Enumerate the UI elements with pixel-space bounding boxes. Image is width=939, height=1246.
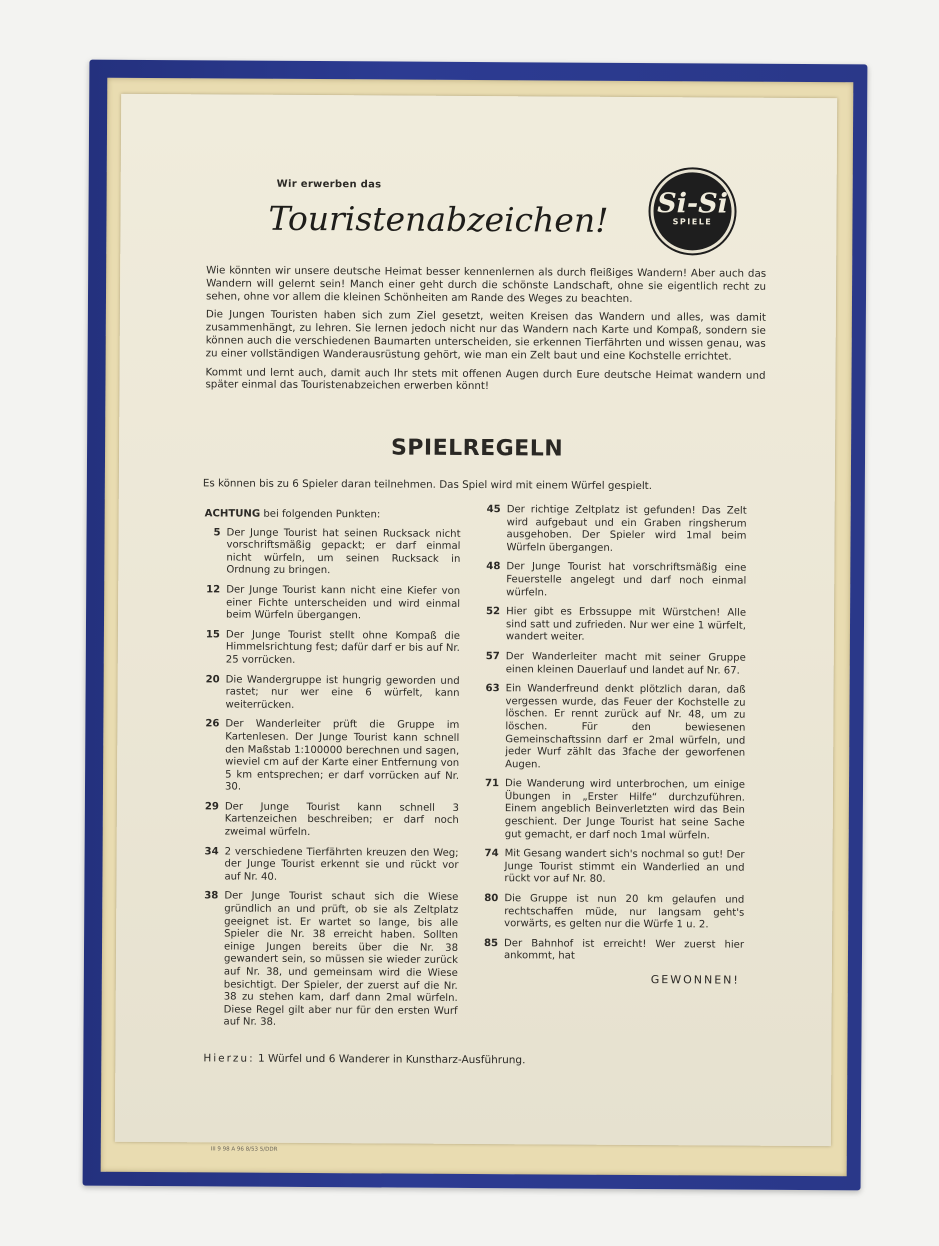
- rule-item: [203, 674, 459, 713]
- rule-number: 71: [484, 778, 500, 790]
- rule-text: Der Bahnhof ist erreicht! Wer zuerst hier ankommt, hat: [503, 937, 745, 963]
- header-title: Touristenabzeichen!: [268, 198, 609, 240]
- sisi-logo: [650, 169, 735, 254]
- rules-sheet: [115, 94, 837, 1153]
- rules-column-right: [482, 504, 747, 987]
- rule-text: Ein Wanderfreund denkt plötzlich daran, daß vergessen wurde, das Feuer der Kochstelle zu löschen. Er rennt zurück auf Nr. 48, um zu löschen. Für den bewiesenen Gemeinschaftssinn darf er 2mal würfeln, und jeder Wurf zählt das 3fache der geworfenen Augen.: [505, 683, 746, 771]
- rule-item: [202, 891, 459, 1031]
- rule-text: Der Junge Tourist hat seinen Rucksack nicht vorschriftsmäßig gepackt; er darf einmal nicht würfeln, um seinen Rucksack in Ordnung zu bringen.: [226, 527, 461, 577]
- rule-number: 85: [483, 937, 499, 949]
- rule-item: [203, 719, 459, 796]
- rule-text: Der Junge Tourist kann nicht eine Kiefer von einer Fichte unterscheiden und wird einmal beim Würfeln übergangen.: [226, 584, 461, 622]
- rule-item: [483, 683, 746, 773]
- rule-text: Der richtige Zeltplatz ist gefunden! Das Zelt wird aufgebaut und ein Graben ringsherum ausgehoben. Der Spieler wird 1mal beim Würfeln übergangen.: [506, 504, 747, 554]
- rule-number: 34: [204, 846, 219, 858]
- rule-text: Der Junge Tourist hat vorschriftsmäßig eine Feuerstelle angelegt und darf noch einmal würfeln.: [506, 561, 747, 599]
- game-box-lid: [83, 60, 868, 1191]
- logo-subtext: SPIELE: [672, 217, 713, 227]
- rule-text: 2 verschiedene Tierfährten kreuzen den Weg; der Junge Tourist erkennt sie und rückt vor auf Nr. 40.: [224, 846, 459, 883]
- rule-number: 29: [204, 801, 219, 813]
- rule-item: [482, 938, 744, 965]
- won-text: GEWONNEN!: [650, 973, 740, 987]
- rule-text: Der Wanderleiter prüft die Gruppe im Kartenlesen. Der Junge Tourist kann schnell den Maßstab 1:100000 berechnen und sagen, wieviel cm auf der Karte einer Entfernung von 5 km entsprechen; er darf vorrücken auf Nr. 30.: [224, 718, 460, 793]
- rule-number: 5: [213, 526, 221, 539]
- rule-number: 63: [485, 683, 500, 695]
- rule-item: [204, 527, 460, 579]
- footer-text: 1 Würfel und 6 Wanderer in Kunstharz-Ausführung.: [257, 1052, 526, 1067]
- rule-item: [484, 504, 746, 556]
- rule-number: 57: [485, 651, 500, 663]
- achtung-line: [205, 508, 461, 522]
- rule-item: [204, 584, 460, 623]
- rule-item: [482, 848, 744, 887]
- print-code: III 9 98 A 96 8/53 5/DDR: [210, 1146, 278, 1153]
- rule-text: Die Gruppe ist nun 20 km gelaufen und rechtschaffen müde, nur langsam geht's vorwärts, es gelten nur die Würfe 1 u. 2.: [504, 893, 745, 931]
- rule-text: Der Junge Tourist kann schnell 3 Kartenzeichen beschreiben; er darf noch zweimal würfeln.: [224, 801, 459, 839]
- rule-number: 15: [205, 629, 220, 641]
- box-inner-edge: [101, 78, 854, 1177]
- intro-paragraph-3: Kommt und lernt auch, damit auch Ihr stets mit offenen Augen durch Eure deutsche Heimat wandern und später einmal das Touristenabzeichen erwerben könnt!: [205, 365, 766, 393]
- rules-column-left: [201, 508, 460, 1038]
- achtung-text: bei folgenden Punkten:: [263, 508, 381, 521]
- rule-text: Der Junge Tourist schaut sich die Wiese gründlich an und prüft, ob sie als Zeltplatz geeignet ist. Er wartet so lange, bis alle Spieler die Nr. 38 erreicht haben. Sollten einige Jungen bereits über die Nr. 38 gewandert sein, so müssen sie wieder zurück auf Nr. 38, und gemeinsam wird die Wiese besichtigt. Der Spieler, der zuerst auf die Nr. 38 zu stehen kam, darf dann 2mal würfeln. Diese Regel gilt aber nur für den ersten Wurf auf Nr. 38.: [223, 890, 459, 1029]
- achtung-label: ACHTUNG: [204, 508, 261, 520]
- rule-number: 48: [486, 561, 501, 573]
- header-subtitle: Wir erwerben das: [276, 178, 382, 191]
- rule-number: 20: [205, 673, 220, 685]
- rule-text: Hier gibt es Erbssuppe mit Würstchen! Alle sind satt und zufrieden. Nur wer eine 1 würfelt, wandert weiter.: [505, 606, 747, 644]
- rule-item: [202, 846, 458, 885]
- rule-text: Der Junge Tourist stellt ohne Kompaß die Himmelsrichtung fest; dafür darf er bis auf Nr. 25 vorrücken.: [225, 629, 460, 666]
- rule-number: 45: [486, 504, 501, 516]
- rule-number: 52: [486, 606, 501, 618]
- rule-text: Die Wandergruppe ist hungrig geworden und rastet; nur wer eine 6 würfelt, kann weiterrücken.: [225, 674, 460, 711]
- rule-item: [482, 893, 744, 932]
- rule-item: [484, 651, 746, 678]
- rule-item: [483, 778, 745, 843]
- rule-number: 74: [484, 848, 499, 860]
- rule-number: 26: [205, 718, 220, 730]
- rule-text: Der Wanderleiter macht mit seiner Gruppe einen kleinen Dauerlauf und landet auf Nr. 67.: [505, 651, 746, 677]
- footer-label: Hierzu:: [203, 1052, 255, 1065]
- rules-heading: SPIELREGELN: [390, 435, 564, 462]
- intro-text: [205, 264, 766, 401]
- intro-paragraph-2: Die Jungen Touristen haben sich zum Ziel gesetzt, weiten Kreisen das Wandern und alles, was damit zusammenhängt, zu lehren. Sie lernen jedoch nicht nur das Wandern nach Karte und Kompaß, sondern sie können auch die verschiedenen Baumarten unterscheiden, sie erkennen Tierfährten und wissen genau, was zu einer vollständigen Wanderausrüstung gehört, wie man ein Zelt baut und eine Kochstelle errichtet.: [205, 308, 766, 363]
- rule-number: 12: [206, 584, 221, 596]
- intro-paragraph-1: Wie könnten wir unsere deutsche Heimat besser kennenlernen als durch fleißiges Wandern! Aber auch das Wandern will gelernt sein! Manch einer geht durch die schönste Landschaft, ohne sie eigentlich recht zu sehen, ohne vor allem die kleinen Schönheiten am Rande des Weges zu beachten.: [205, 264, 767, 305]
- rule-item: [203, 801, 459, 840]
- rule-number: 80: [484, 893, 499, 905]
- rule-item: [204, 629, 460, 668]
- rule-item: [484, 561, 746, 600]
- rule-text: Mit Gesang wandert sich's nochmal so gut! Der Junge Tourist stimmt ein Wanderlied an und rückt vor auf Nr. 80.: [504, 848, 745, 886]
- footer-contents: [203, 1052, 525, 1066]
- rule-item: [484, 606, 746, 645]
- rule-text: Die Wanderung wird unterbrochen, um einige Übungen in „Erster Hilfe“ durchzuführen. Einem angeblich Beinverletzten wird das Bein geschient. Der Junge Tourist hat seine Sache gut gemacht, er darf noch 1mal würfeln.: [504, 778, 746, 842]
- rule-number: 38: [204, 890, 219, 902]
- rules-intro: Es können bis zu 6 Spieler daran teilnehmen. Das Spiel wird mit einem Würfel gespielt.: [202, 477, 653, 493]
- logo-text: Si-Si: [657, 188, 729, 220]
